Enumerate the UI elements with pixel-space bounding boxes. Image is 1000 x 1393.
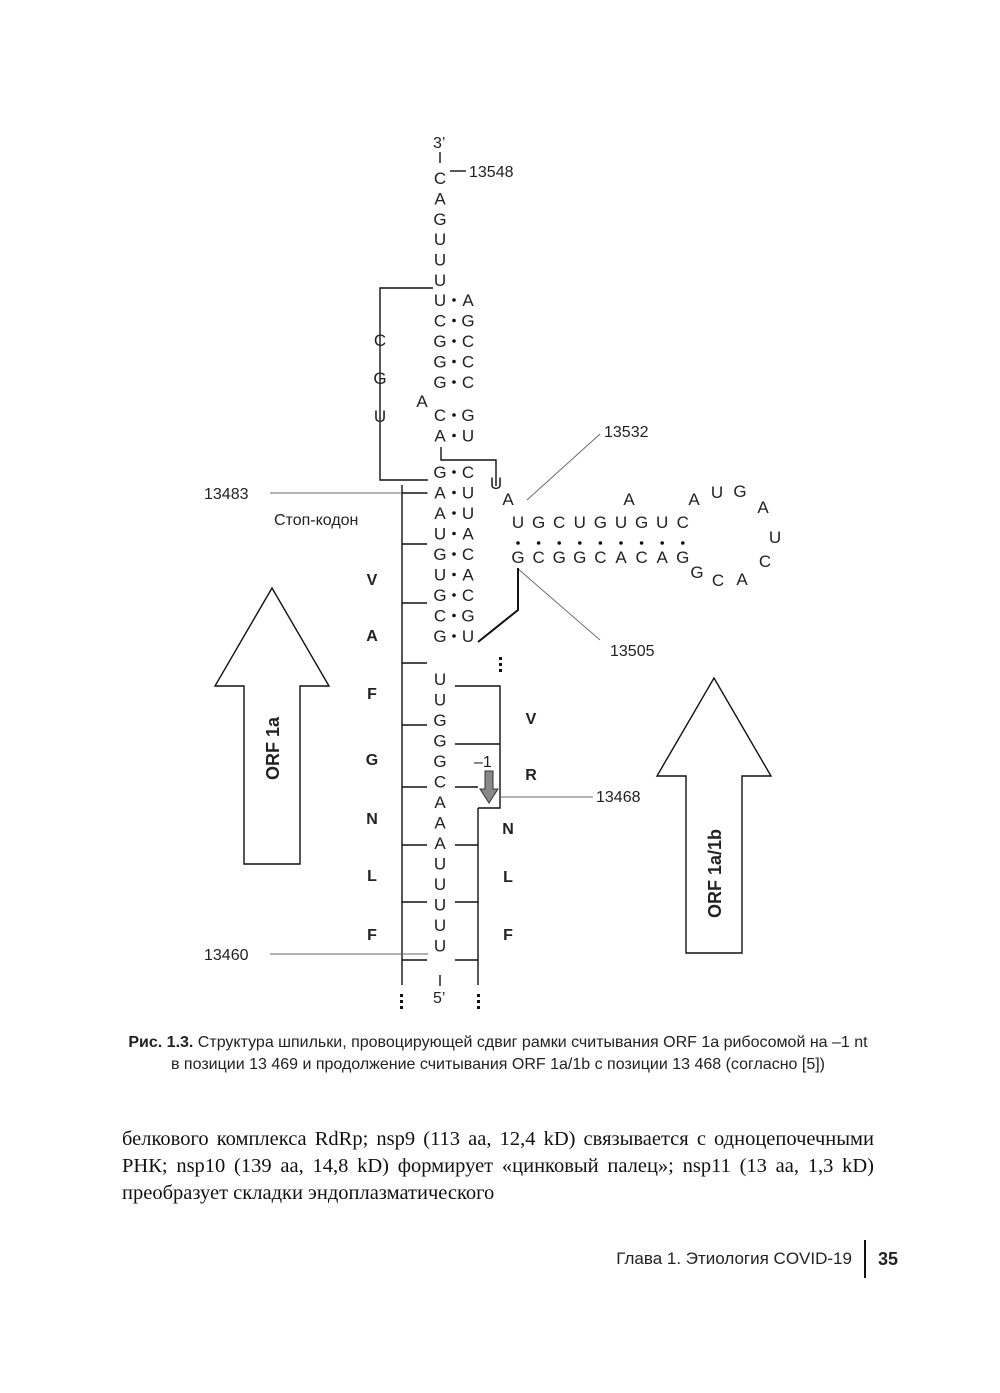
nucleotide: U	[433, 875, 447, 894]
orf1a1b-label: ORF 1a/1b	[705, 828, 725, 918]
nucleotide: U	[768, 528, 782, 547]
nucleotide: G	[733, 482, 747, 501]
nucleotide: C	[553, 513, 566, 532]
nucleotide: U	[433, 670, 447, 689]
orf1a-amino-acid: F	[367, 686, 377, 703]
orf1a-amino-acid: V	[366, 572, 378, 589]
page-number: 35	[877, 1248, 898, 1269]
nucleotide: G	[433, 352, 447, 372]
nucleotide: U	[461, 504, 475, 523]
nucleotide: G	[433, 627, 447, 646]
orf1a-amino-acid: G	[365, 752, 379, 769]
nucleotide: G	[461, 606, 475, 626]
nucleotide: A	[434, 189, 446, 209]
nucleotide: U	[433, 916, 447, 935]
nucleotide: C	[676, 513, 689, 532]
nucleotide: A	[462, 565, 474, 585]
nucleotide: U	[433, 895, 447, 915]
nucleotide: A	[502, 490, 514, 509]
base-pair-dot	[452, 634, 456, 638]
base-pair-dot	[452, 552, 456, 556]
position-13505: 13505	[610, 643, 655, 660]
chapter-title: Глава 1. Этиология COVID-19	[616, 1249, 852, 1268]
orf1b-amino-acid: F	[503, 927, 513, 944]
base-pair-dot	[599, 541, 603, 545]
position-13548: 13548	[469, 164, 514, 181]
base-pair-dot	[452, 532, 456, 536]
base-pair-dot	[557, 541, 561, 545]
nucleotide: A	[462, 524, 474, 544]
nucleotide: A	[434, 813, 446, 833]
nucleotide: G	[433, 463, 447, 482]
nucleotide: C	[433, 311, 447, 331]
nucleotide: A	[615, 548, 627, 567]
caption-text: Структура шпильки, провоцирующей сдвиг рамки считывания ORF 1a рибосомой на –1 nt в позиции 13 469 и продолжение считывания ORF 1a/1b с позиции 13 468 (согласно [5])	[170, 1034, 868, 1073]
nucleotide: U	[461, 483, 475, 503]
nucleotide: C	[711, 571, 725, 590]
nucleotide: A	[736, 570, 748, 589]
nucleotide: U	[433, 271, 447, 290]
nucleotide: C	[758, 552, 772, 571]
nucleotide: C	[532, 548, 545, 567]
three-prime-label: 3’	[433, 135, 446, 152]
nucleotide: C	[594, 548, 607, 567]
base-pair-dot	[452, 614, 456, 618]
nucleotide: U	[433, 291, 447, 310]
orf1a-amino-acid: N	[366, 811, 378, 828]
nucleotide: G	[573, 548, 587, 567]
nucleotide: C	[433, 772, 447, 792]
nucleotide: U	[433, 565, 447, 585]
body-paragraph: белкового комплекса RdRp; nsp9 (113 aa, 12,4 kD) связывается с одноцепочечными РНК; nsp10 (139 aa, 14,8 kD) формирует «цинковый палец»; nsp11 (13 aa, 1,3 kD) преобразует складки эндоплазматического	[122, 1128, 874, 1204]
nucleotide: C	[461, 463, 475, 482]
orf1a-amino-acid: A	[366, 628, 378, 645]
nucleotide: A	[434, 834, 446, 853]
base-pair-dot	[516, 541, 520, 545]
base-pair-dot	[537, 541, 541, 545]
nucleotide: U	[461, 627, 475, 646]
base-pair-dot	[452, 360, 456, 364]
orf1b-amino-acid: L	[503, 869, 513, 886]
orf1a-amino-acid: L	[367, 868, 377, 885]
nucleotide: A	[757, 498, 769, 517]
nucleotide: G	[433, 731, 447, 751]
orf1b-amino-acid: R	[525, 767, 537, 784]
base-pair-dots	[452, 298, 684, 638]
base-pair-dot	[452, 380, 456, 384]
base-pair-dot	[452, 593, 456, 597]
nucleotide: G	[433, 586, 447, 605]
base-pair-dot	[452, 434, 456, 438]
nucleotide: U	[461, 426, 475, 446]
nucleotide: A	[434, 483, 446, 503]
nucleotide: G	[433, 373, 447, 392]
nucleotide: A	[688, 490, 700, 509]
base-pair-dot	[452, 573, 456, 577]
nucleotide: C	[461, 373, 475, 392]
base-pair-dot	[681, 541, 685, 545]
nucleotide: C	[461, 545, 475, 564]
five-prime-label: 5’	[433, 990, 446, 1007]
base-pair-dot	[452, 319, 456, 323]
base-pair-dot	[619, 541, 623, 545]
nucleotide: U	[656, 513, 669, 532]
nucleotide: C	[635, 548, 648, 567]
orf1b-amino-acid: V	[525, 711, 537, 728]
nucleotide: G	[433, 209, 447, 229]
position-13460: 13460	[204, 947, 249, 964]
page-footer	[616, 1240, 898, 1278]
nucleotide: U	[433, 690, 447, 710]
orf1a-label: ORF 1a	[263, 716, 283, 780]
nucleotide: G	[433, 711, 447, 730]
base-pair-dot	[452, 413, 456, 417]
nucleotide: A	[462, 291, 474, 310]
nucleotide: U	[511, 513, 525, 532]
nucleotide: U	[433, 524, 447, 544]
base-pair-dot	[452, 298, 456, 302]
nucleotide: G	[593, 513, 608, 532]
nucleotide: U	[489, 474, 503, 493]
nucleotide: G	[433, 545, 447, 564]
nucleotide: U	[433, 250, 447, 270]
stop-codon-label: Стоп-кодон	[274, 512, 359, 529]
base-pair-dot	[660, 541, 664, 545]
nucleotide: G	[461, 311, 475, 331]
nucleotide: A	[434, 793, 446, 812]
nucleotide: U	[614, 513, 628, 532]
nucleotide: G	[433, 752, 447, 771]
nucleotide: C	[433, 606, 447, 626]
nucleotide: G	[634, 513, 649, 532]
nucleotide: C	[433, 169, 447, 188]
nucleotide: U	[433, 936, 447, 956]
base-pair-dot	[578, 541, 582, 545]
nucleotide: U	[373, 407, 387, 426]
nucleotide: A	[623, 490, 635, 509]
position-13532: 13532	[604, 424, 649, 441]
frameshift-label: –1	[474, 754, 492, 771]
nucleotide: G	[461, 406, 475, 425]
orf1a-amino-acid: F	[367, 927, 377, 944]
figure-caption	[122, 1032, 874, 1076]
nucleotide: A	[434, 426, 446, 446]
nucleotide: G	[690, 563, 704, 582]
nucleotide: G	[373, 369, 387, 388]
base-pair-dot	[452, 491, 456, 495]
base-pair-dot	[452, 511, 456, 515]
position-13468: 13468	[596, 789, 641, 806]
orf1b-amino-acid: N	[502, 821, 514, 838]
nucleotide: U	[433, 230, 447, 250]
nucleotide: A	[656, 548, 668, 567]
position-13483: 13483	[204, 486, 249, 503]
nucleotide: U	[433, 854, 447, 874]
nucleotide: G	[433, 332, 447, 351]
nucleotide: C	[461, 586, 475, 605]
nucleotide: G	[552, 548, 566, 567]
nucleotide: G	[676, 548, 690, 567]
nucleotide: A	[434, 504, 446, 523]
nucleotide: C	[461, 352, 475, 372]
caption-lead: Рис. 1.3.	[128, 1034, 194, 1051]
base-pair-dot	[452, 470, 456, 474]
nucleotide: U	[710, 483, 724, 502]
nucleotide: G	[511, 548, 525, 567]
nucleotide: U	[573, 513, 586, 532]
nucleotide: C	[373, 331, 387, 350]
base-pair-dot	[452, 339, 456, 343]
base-pair-dot	[640, 541, 644, 545]
nucleotide: C	[461, 332, 475, 351]
nucleotide: G	[531, 513, 546, 532]
nucleotide: C	[433, 406, 447, 425]
bulge-nucleotide: A	[416, 392, 428, 411]
